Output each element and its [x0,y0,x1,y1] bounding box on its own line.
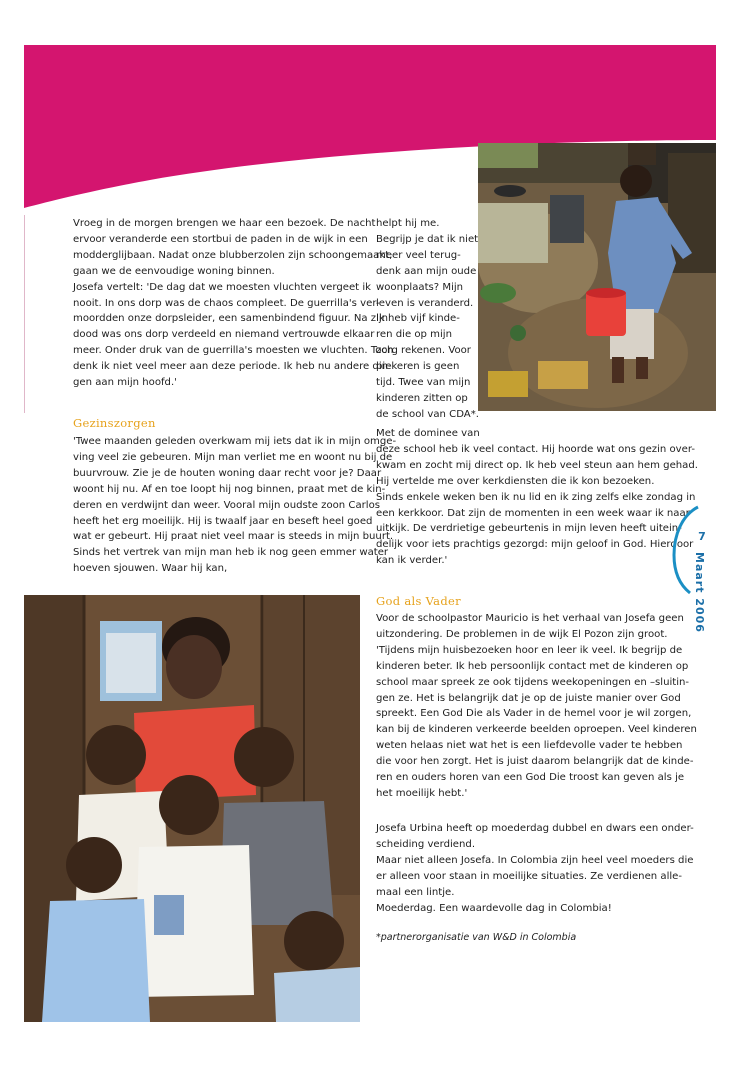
text-line: Vroeg in de morgen brengen we haar een bezoek. De nacht [73,218,376,229]
text-line: ren en ouders horen van een God Die troost kan geven als je [376,772,685,784]
heading-text: God als Vader [376,594,461,608]
text-line: Begrijp je dat ik niet [376,233,479,245]
text-line: moordden onze dorpsleider, een samenbindend figuur. Na zijn [73,313,389,325]
intro-paragraph [73,216,393,391]
left-rule [24,215,25,413]
text-line: een kerkkoor. Dat zijn de momenten in een week waar ik naar [376,507,690,519]
heading-text: Gezinszorgen [73,416,156,430]
text-line: Sinds enkele weken ben ik nu lid en ik zing zelfs elke zondag in [376,491,696,503]
text-line: scheiding verdiend. [376,838,476,850]
closing-paragraph [376,821,694,916]
text-line: 'Tijdens mijn huisbezoeken hoor en leer ik veel. Ik begrijp de [376,644,683,656]
photo-mother-with-children [24,595,360,1022]
text-line: denk aan mijn oude [376,265,477,277]
text-line: Josefa vertelt: 'De dag dat we moesten vluchten vergeet ik [73,281,371,293]
text-line: er alleen voor staan in moeilijke situaties. Ze verdienen alle- [376,870,683,882]
god-als-vader-paragraph [376,611,697,802]
text-line: Ik heb vijf kinde- [376,313,460,325]
text-line: hoeven sjouwen. Waar hij kan, [73,563,228,575]
text-line: Voor de schoolpastor Mauricio is het verhaal van Josefa geen [376,613,684,624]
text-line: Josefa Urbina heeft op moederdag dubbel en dwars een onder- [376,823,694,834]
text-line: die voor hen zorgt. Het is juist daarom belangrijk dat de kinde- [376,756,694,768]
text-line: leven is veranderd. [376,297,474,309]
text-line: Met de dominee van [376,428,480,439]
text-line: woont hij nu. Af en toe loopt hij nog binnen, praat met de kin- [73,483,386,495]
text-line: gen ze. Het is belangrijk dat je op de juiste manier over God [376,692,681,704]
footnote-text: *partnerorganisatie van W&D in Colombia [376,932,577,943]
text-line: Sinds het vertrek van mijn man heb ik nog geen emmer water [73,547,389,559]
text-line: nooit. In ons dorp was de chaos compleet. De guerrilla's ver- [73,297,380,309]
text-line: school maar spreek ze ook tijdens weekopeningen en –sluitin- [376,676,690,688]
text-line: ving veel zie gebeuren. Mijn man verliet me en woont nu bij de [73,451,393,463]
text-line: dood was ons dorp verdeeld en niemand vertrouwde elkaar [73,329,375,341]
text-line: uitzondering. De problemen in de wijk El Pozon zijn groot. [376,628,668,640]
text-line: wat er gebeurt. Hij praat niet veel maar is steeds in mijn buurt. [73,531,394,543]
gezinszorgen-paragraph [73,434,396,577]
text-line: tijd. Twee van mijn [376,377,471,389]
text-line: de school van CDA*. [376,408,479,420]
text-line: Hij vertelde me over kerkdiensten die ik kon bezoeken. [376,475,655,487]
section-heading-gezinszorgen [73,416,156,430]
text-line: helpt hij me. [376,218,440,229]
text-line: meer veel terug- [376,249,461,261]
text-line: weten helaas niet wat het is een liefdevolle vader te hebben [376,740,683,752]
section-heading-god-als-vader [376,594,461,608]
footnote [376,932,576,943]
continuation-paragraph-narrow [376,216,479,423]
continuation-paragraph-wide [376,426,698,569]
text-line: gen aan mijn hoofd.' [73,377,177,389]
text-line: kan ik verder.' [376,555,448,567]
text-line: kinderen zitten op [376,392,468,404]
text-line: woonplaats? Mijn [376,281,464,293]
text-line: piekeren is geen [376,361,460,373]
text-line: uitkijk. De verdrietige gebeurtenis in mijn leven heeft uitein- [376,523,682,535]
text-line: modderglijbaan. Nadat onze blubberzolen zijn schoongemaakt, [73,249,393,261]
text-line: 'Twee maanden geleden overkwam mij iets dat ik in mijn omge- [73,436,397,447]
photo-child-with-bucket [478,143,716,411]
text-line: Moederdag. Een waardevolle dag in Colombia! [376,902,612,914]
text-line: kwam en zocht mij direct op. Ik heb veel steun aan hem gehad. [376,459,698,471]
page-number [690,530,714,543]
text-line: zorg rekenen. Voor [376,345,471,357]
text-line: kan bij de kinderen verkeerde beelden oproepen. Veel kinderen [376,724,697,736]
page-number-text: 7 [698,530,706,543]
text-line: ervoor veranderde een stortbui de paden in de wijk in een [73,233,368,245]
text-line: deze school heb ik veel contact. Hij hoorde wat ons gezin over- [376,443,696,455]
text-line: Maar niet alleen Josefa. In Colombia zijn heel veel moeders die [376,854,694,866]
text-line: delijk voor iets prachtigs gezorgd: mijn geloof in God. Hierdoor [376,539,694,551]
text-line: spreekt. Een God Die als Vader in de hemel voor je wil zorgen, [376,708,692,720]
text-line: het moeilijk hebt.' [376,787,468,799]
text-line: gaan we de eenvoudige woning binnen. [73,265,275,277]
text-line: buurvrouw. Zie je de houten woning daar recht voor je? Daar [73,467,382,479]
text-line: denk ik niet veel meer aan deze periode. Ik heb nu andere din- [73,361,392,373]
text-line: deren en verdwijnt dan weer. Vooral mijn oudste zoon Carlos [73,499,381,511]
issue-text: Maart 2006 [693,552,706,633]
text-line: maal een lintje. [376,886,455,898]
text-line: kinderen beter. Ik heb persoonlijk contact met de kinderen op [376,660,689,672]
text-line: heeft het erg moeilijk. Hij is twaalf jaar en beseft heel goed [73,515,373,527]
text-line: ren die op mijn [376,329,453,341]
text-line: meer. Onder druk van de guerrilla's moesten we vluchten. Toch [73,345,394,357]
